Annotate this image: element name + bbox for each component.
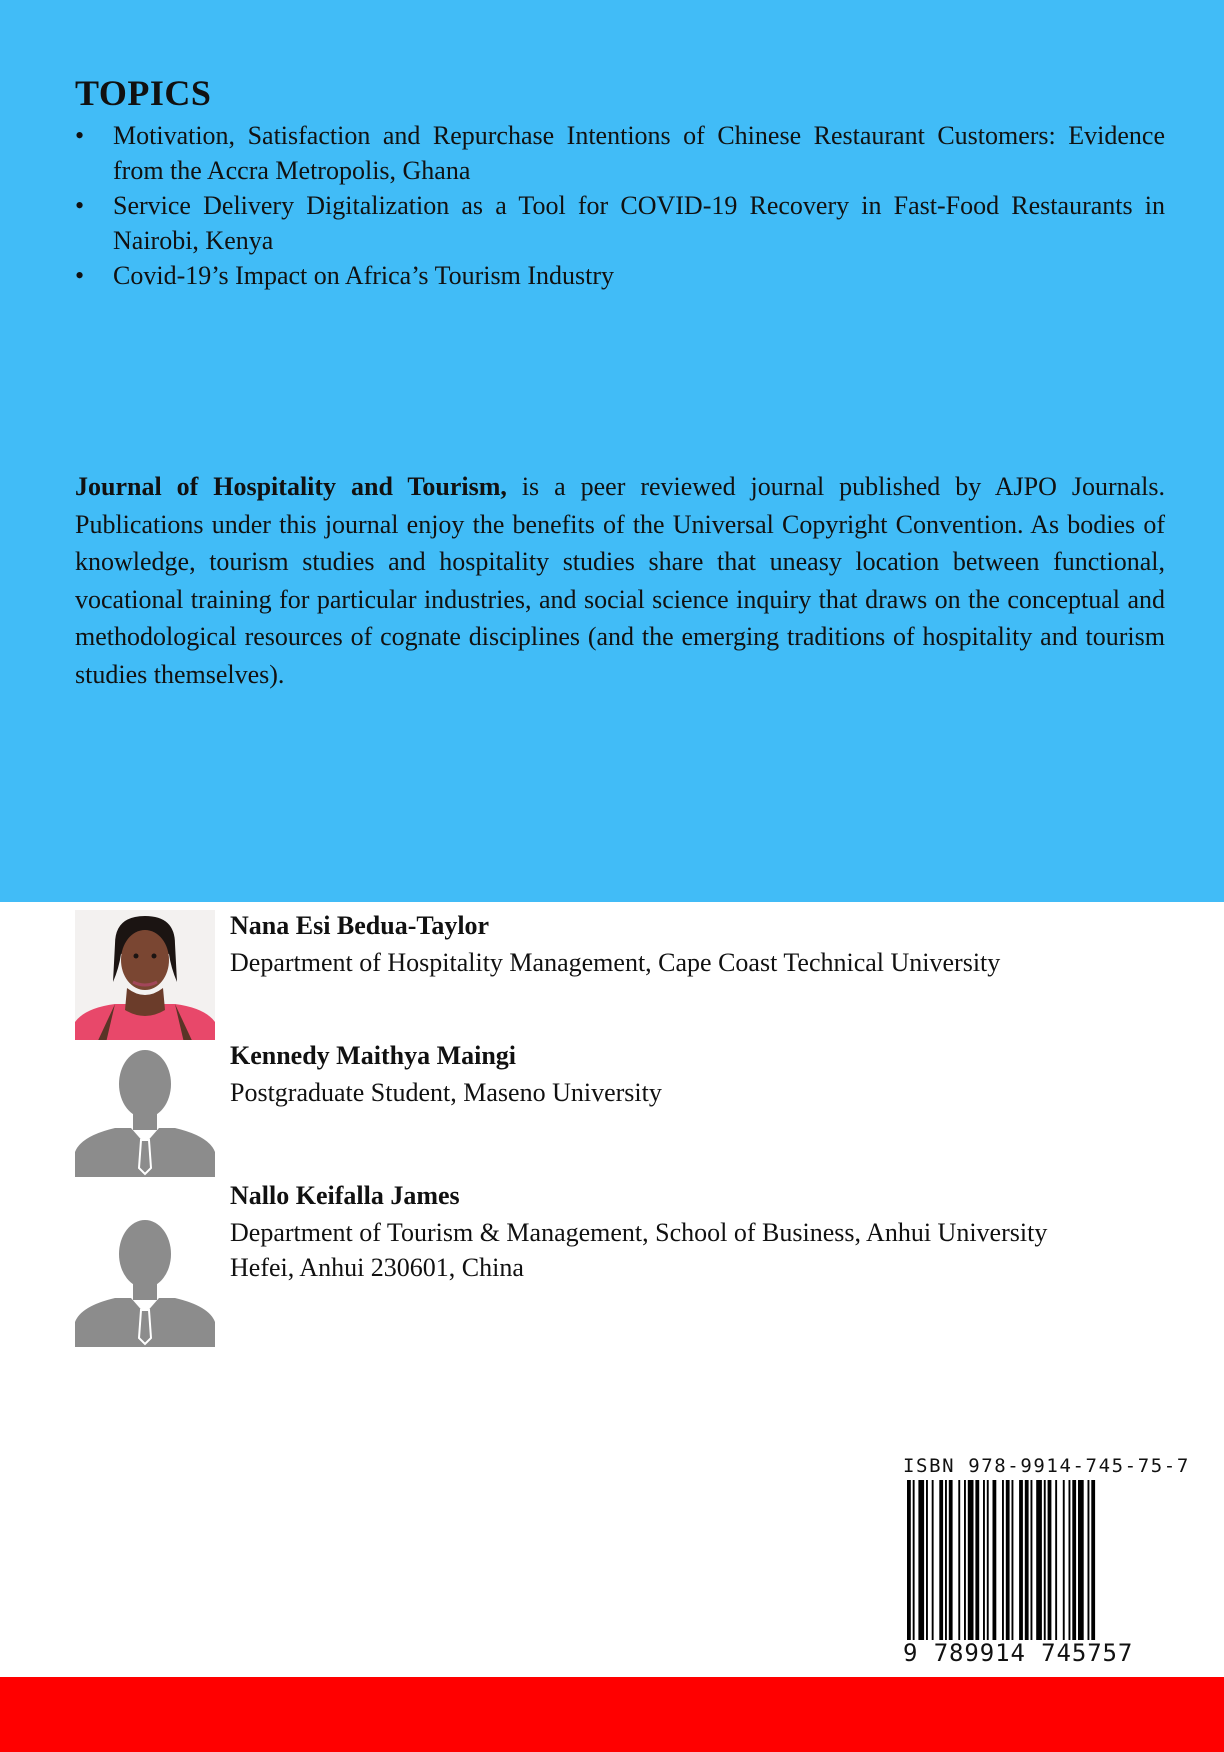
person-silhouette-icon <box>75 1210 215 1347</box>
journal-description <box>75 468 1165 693</box>
author-entry <box>75 1180 1175 1320</box>
barcode-bar <box>964 1480 966 1645</box>
barcode-bar <box>975 1480 979 1645</box>
bullet-icon: • <box>75 261 85 290</box>
barcode-bar <box>987 1480 989 1645</box>
barcode-bar <box>1048 1480 1052 1645</box>
barcode-bar <box>932 1480 934 1645</box>
topic-item <box>75 188 1165 258</box>
barcode-bar <box>1002 1480 1004 1660</box>
barcode-bar <box>1019 1480 1023 1645</box>
barcode-bar <box>1069 1480 1071 1645</box>
author-photo <box>75 1040 215 1177</box>
author-affiliation <box>230 1075 1190 1110</box>
affiliation-line: Hefei, Anhui 230601, China <box>230 1253 524 1282</box>
topic-item <box>75 118 1165 188</box>
barcode-bar <box>983 1480 985 1645</box>
author-entry <box>75 910 1175 1050</box>
topics-list <box>75 118 1165 293</box>
journal-name: Journal of Hospitality and Tourism, <box>75 472 507 501</box>
red-footer-band <box>0 1677 1224 1752</box>
affiliation-line: Department of Hospitality Management, Cape Coast Technical University <box>230 948 1001 977</box>
barcode-bar <box>1012 1480 1014 1645</box>
barcode-bar <box>1091 1480 1095 1660</box>
barcode-bar <box>1072 1480 1076 1645</box>
barcode-bar <box>1078 1480 1084 1645</box>
portrait-icon <box>75 910 215 1047</box>
topic-item <box>75 258 1165 293</box>
barcode-bar <box>1088 1480 1090 1645</box>
author-affiliation <box>230 1215 1190 1285</box>
barcode-bar <box>945 1480 947 1645</box>
author-name: Kennedy Maithya Maingi <box>230 1041 517 1070</box>
author-entry <box>75 1040 1175 1180</box>
person-silhouette-icon <box>75 1040 215 1177</box>
barcode-bar <box>1036 1480 1042 1645</box>
author-photo <box>75 910 215 1047</box>
author-photo <box>75 1210 215 1347</box>
bullet-icon: • <box>75 121 85 150</box>
barcode-bar <box>1055 1480 1057 1645</box>
author-affiliation <box>230 945 1190 980</box>
barcode-bar <box>939 1480 943 1645</box>
bullet-icon: • <box>75 191 85 220</box>
barcode-bar <box>1063 1480 1065 1645</box>
author-name: Nana Esi Bedua-Taylor <box>230 911 490 940</box>
barcode-bar <box>1006 1480 1010 1660</box>
barcode-digits: 9 789914 745757 <box>903 1640 1153 1666</box>
topics-heading: TOPICS <box>75 73 212 113</box>
barcode-bar <box>1044 1480 1046 1645</box>
barcode-bar <box>918 1480 924 1645</box>
topic-text: Service Delivery Digitalization as a Tool for COVID-19 Recovery in Fast-Food Restaurants in Nairobi, Kenya <box>113 191 1165 255</box>
barcode-bar <box>968 1480 974 1645</box>
barcode-bar <box>1025 1480 1029 1645</box>
barcode-bar <box>993 1480 997 1645</box>
topic-text: Covid-19’s Impact on Africa’s Tourism Industry <box>113 261 615 290</box>
barcode-bar <box>949 1480 953 1645</box>
barcode-icon <box>903 1480 1153 1660</box>
barcode-bar <box>1031 1480 1033 1645</box>
barcode-bar <box>958 1480 960 1645</box>
barcode-bar <box>913 1480 915 1660</box>
affiliation-line: Department of Tourism & Management, School of Business, Anhui University <box>230 1218 1048 1247</box>
isbn-label: ISBN 978-9914-745-75-7 <box>903 1455 1190 1477</box>
barcode-bar <box>926 1480 928 1645</box>
affiliation-line: Postgraduate Student, Maseno University <box>230 1078 662 1107</box>
description-text: is a peer reviewed journal published by AJPO Journals. Publications under this journal enjoy the benefits of the Universal Copyright Convention. As bodies of knowledge, tourism studies and hospitality studies share that uneasy location between functional, vocational training for particular industries, and social science inquiry that draws on the conceptual and methodological resources of cognate disciplines (and the emerging traditions of hospitality and tourism studies themselves). <box>75 472 1165 689</box>
author-name: Nallo Keifalla James <box>230 1181 460 1210</box>
topic-text: Motivation, Satisfaction and Repurchase Intentions of Chinese Restaurant Customers: Evidence from the Accra Metropolis, Ghana <box>113 121 1165 185</box>
barcode-bar <box>907 1480 911 1660</box>
